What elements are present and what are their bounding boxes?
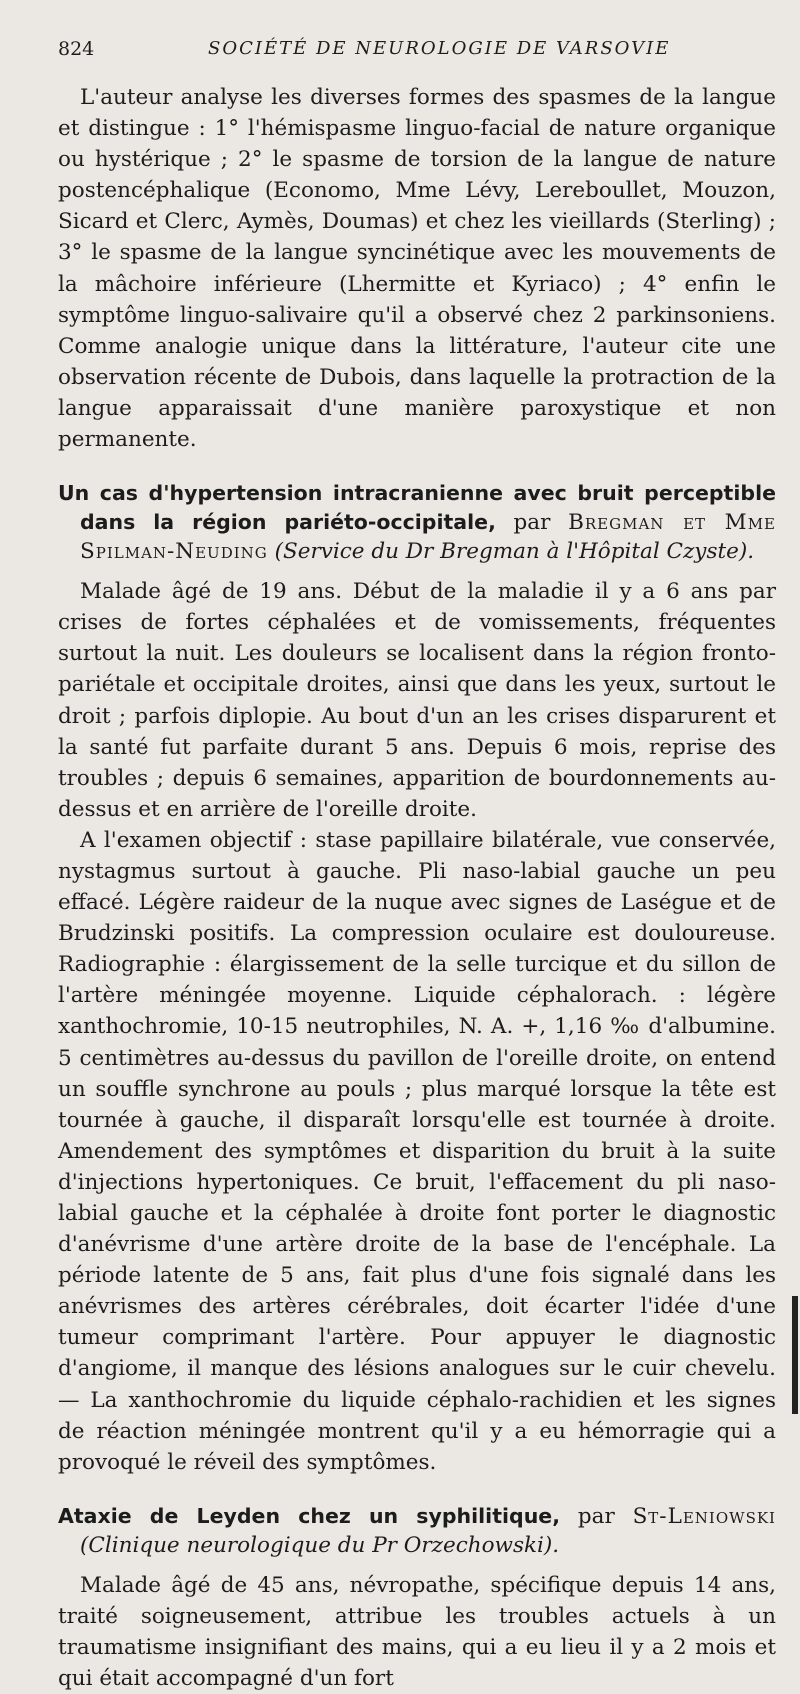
authors-prefix: par [513,510,551,536]
running-title: SOCIÉTÉ DE NEUROLOGIE DE VARSOVIE [208,38,671,59]
spacer [58,1478,776,1488]
case-paragraph-1: Malade âgé de 19 ans. Début de la maladie il y a 6 ans par crises de fortes céphalées et de vomissements, fréquentes surtout la nuit. Les douleurs se localisent dans la région fronto-pariétale et occipitale droites, ainsi que dans les yeux, surtout le droit ; parfois diplopie. Au bout d'un an les crises disparurent et la santé fut parfaite durant 5 ans. Depuis 6 mois, reprise des troubles ; depuis 6 semaines, apparition de bourdonnements au-dessus et en arrière de l'oreille droite. [58,579,776,822]
intro-paragraph: L'auteur analyse les diverses formes des spasmes de la langue et distingue : 1° l'hémispasme linguo-facial de nature organique ou hystérique ; 2° le spasme de torsion de la langue de nature postencéphalique (Economo, Mme Lévy, Lereboullet, Mouzon, Sicard et Clerc, Aymès, Doumas) et chez les vieillards (Sterling) ; 3° le spasme de la langue syncinétique avec les mouvements de la mâchoire inférieure (Lhermitte et Kyriaco) ; 4° enfin le symptôme linguo-salivaire qu'il a observé chez 2 parkinsoniens. Comme analogie unique dans la littérature, l'auteur cite une observation récente de Dubois, dans laquelle la protraction de la langue apparaissait d'une manière paroxystique et non permanente. [58,85,776,453]
page-edge-shadow [792,1296,798,1414]
section-title: Ataxie de Leyden chez un syphilitique, [58,1503,560,1528]
case-paragraph-2: A l'examen objectif : stase papillaire bilatérale, vue conservée, nystagmus surtout à gauche. Pli naso-labial gauche un peu effacé. Légère raideur de la nuque avec signes de Laségue et de Brudzinski positifs. La compression oculaire est douloureuse. Radiographie : élargissement de la selle turcique et du sillon de l'artère méningée moyenne. Liquide céphalorach. : légère xanthochromie, 10-15 neutrophiles, N. A. +, 1,16 ‰ d'albumine. 5 centimètres au-dessus du pavillon de l'oreille droite, on entend un souffle synchrone au pouls ; plus marqué lorsque la tête est tournée à gauche, il disparaît lorsqu'elle est tournée à droite. Amendement des symptômes et disparition du bruit à la suite d'injections hypertoniques. Ce bruit, l'effacement du pli naso-labial gauche et la céphalée à droite font porter le diagnostic d'anévrisme d'une artère droite de la base de l'encéphale. La période latente de 5 ans, fait plus d'une fois signalé dans les anévrismes des artères cérébrales, doit écarter l'idée d'une tumeur comprimant l'artère. Pour appuyer le diagnostic d'angiome, il manque des lésions analogues sur le cuir chevelu. — La xanthochromie du liquide céphalo-rachidien et les signes de réaction méningée montrent qu'il y a eu hémorragie qui a provoqué le réveil des symptômes. [58,827,776,1475]
spacer [58,566,776,576]
case-paragraph-3: Malade âgé de 45 ans, névropathe, spécifique depuis 14 ans, traité soigneusement, attribue les troubles actuels à un traumatisme insignifiant des mains, qui a eu lieu il y a 2 mois et qui était accompagné d'un fort [58,1572,776,1692]
section-authors: St-Leniowski [632,1503,776,1529]
page-header [58,38,742,66]
section-heading-hypertension [58,479,776,566]
authors-prefix: par [577,1503,615,1529]
section-title: Un cas d'hypertension intracranienne avec bruit perceptible dans la région pariéto-occipitale, [58,481,776,535]
section-heading-ataxie [58,1502,776,1560]
section-service: (Clinique neurologique du Pr Orzechowski). [80,1532,560,1558]
section-authors: Bregman et Mme Spilman-Neuding [80,510,777,565]
page-number: 824 [58,38,95,60]
spacer [58,455,776,465]
page-body [58,82,776,1694]
spacer [58,1560,776,1570]
section-service: (Service du Dr Bregman à l'Hôpital Czyste). [274,539,755,565]
